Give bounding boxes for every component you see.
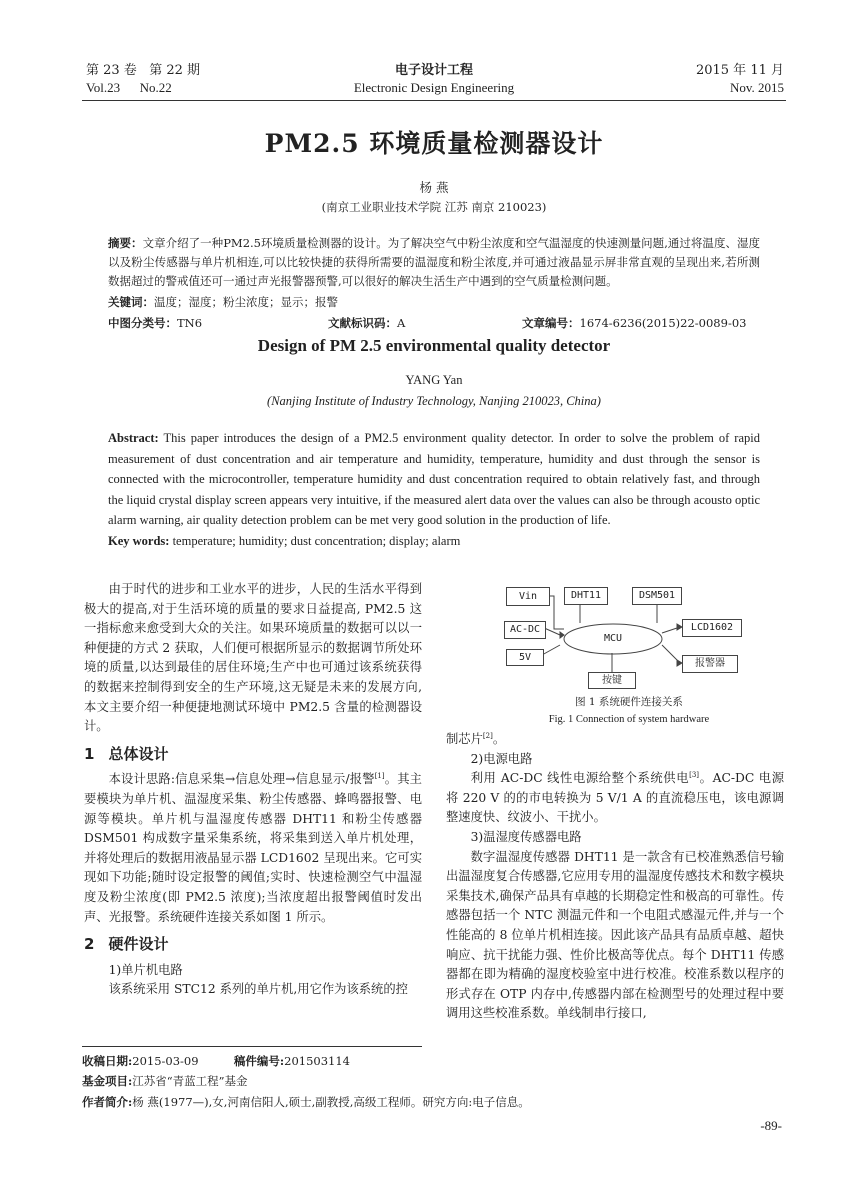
- figure-1-caption-en: Fig. 1 Connection of system hardware: [548, 714, 710, 725]
- ref-2: [2]: [482, 731, 493, 740]
- keywords-cn: [108, 293, 760, 312]
- author-en: YANG Yan: [405, 373, 463, 387]
- section-2-number: 2: [84, 935, 95, 954]
- date-en: Nov. 2015: [729, 80, 784, 95]
- issue-cn: 第 22 期: [149, 63, 201, 78]
- date-cn: 2015 年 11 月: [695, 63, 784, 78]
- figure-1-diagram: [502, 583, 758, 693]
- manuscript-value: 201503114: [284, 1054, 350, 1068]
- right-column: [446, 730, 784, 1024]
- abstract-en: [108, 428, 760, 531]
- ref-1: [1]: [374, 772, 385, 781]
- fund-value: 江苏省“青蓝工程”基金: [132, 1074, 248, 1088]
- manuscript-label: 稿件编号:: [233, 1054, 285, 1068]
- mcu-label: MCU: [603, 633, 623, 644]
- title-en: Design of PM 2.5 environmental quality detector: [257, 336, 611, 355]
- journal-cn: 电子设计工程: [394, 63, 473, 78]
- subsection-2: 2)电源电路: [470, 751, 533, 766]
- header-right: [640, 62, 784, 96]
- abstract-cn-label: 摘要：: [108, 236, 143, 250]
- vin-box: Vin: [506, 587, 550, 606]
- footnote-bio: [82, 1093, 762, 1112]
- volume-cn: 第 23 卷: [86, 63, 137, 78]
- dht11-box: DHT11: [564, 587, 608, 605]
- author-cn: 杨 燕: [419, 180, 449, 195]
- section-2-heading: [84, 935, 422, 955]
- header-left: [86, 62, 266, 96]
- page-title: PM2.5 环境质量检测器设计: [264, 129, 604, 158]
- header-center: [300, 62, 568, 96]
- ref-3: [3]: [689, 771, 700, 780]
- s1-text-a: 本设计思路:信息采集→信息处理→信息显示/报警: [108, 772, 375, 787]
- article-no-label: 文章编号：: [522, 316, 580, 330]
- affiliation-cn: (南京工业职业技术学院 江苏 南京 210023): [321, 200, 547, 214]
- keywords-cn-label: 关键词：: [108, 295, 154, 309]
- journal-en: Electronic Design Engineering: [353, 80, 515, 95]
- article-no-value: 1674-6236(2015)22-0089-03: [579, 316, 747, 330]
- page-number: -89-: [760, 1118, 782, 1133]
- keywords-en-text: temperature; humidity; dust concentration; display; alarm: [172, 534, 461, 548]
- lcd1602-box: LCD1602: [682, 619, 742, 637]
- clc-label: 中图分类号：: [108, 316, 177, 330]
- left-column: [84, 580, 422, 1000]
- subsection-1-paragraph: 该系统采用 STC12 系列的单片机,用它作为该系统的控: [108, 982, 408, 997]
- section-1-title: 总体设计: [108, 744, 169, 763]
- bio-value: 杨 燕(1977—),女,河南信阳人,硕士,副教授,高级工程师。研究方向:电子信息。: [132, 1095, 530, 1109]
- received-label: 收稿日期:: [82, 1054, 133, 1068]
- bio-label: 作者简介:: [82, 1095, 133, 1109]
- subsection-2-paragraph: [446, 769, 784, 828]
- footnote-fund: [82, 1072, 482, 1091]
- footnote-received: [82, 1052, 422, 1071]
- cont-text: 制芯片: [446, 732, 483, 746]
- key-box: 按键: [588, 672, 636, 689]
- fund-label: 基金项目:: [82, 1074, 133, 1088]
- 5v-box: 5V: [506, 649, 544, 666]
- abstract-cn-text: 文章介绍了一种PM2.5环境质量检测器的设计。为了解决空气中粉尘浓度和空气温湿度的快速测量问题,通过将温度、湿度以及粉尘传感器与单片机相连,可以比较快捷的获得所需要的温湿度和粉尘浓度,并可通过液晶显示屏非常直观的呈现出来,若所测数据超过的警戒值还可一通过声光报警器预警,可以很好的解决生活生产中遇到的空气质量检测问题。: [108, 236, 761, 288]
- continuation-line: [446, 730, 784, 750]
- affiliation-en: (Nanjing Institute of Industry Technology, Nanjing 210023, China): [267, 394, 601, 408]
- keywords-en-label: Key words:: [108, 534, 170, 548]
- intro-paragraph: 由于时代的进步和工业水平的进步，人民的生活水平得到极大的提高,对于生活环境的质量的要求日益提高, PM2.5 这一指标愈来愈受到大众的关注。如果环境质量的数据可以以一种便捷的方式 2 获取，人们便可根据所显示的数据调节所处环境的质量,以达到最佳的居住环境;生产中也可通过该系统获得的数据来控制得到安全的生产环境,这无疑是未来的发展方向,本文主要介绍一种便捷地测试环境中 PM2.5 含量的检测器设计。: [84, 582, 422, 734]
- keywords-cn-text: 温度；湿度；粉尘浓度；显示；报警: [154, 295, 338, 309]
- figure-1-caption-cn: 图 1 系统硬件连接关系: [575, 696, 683, 708]
- section-1-number: 1: [84, 744, 95, 763]
- keywords-en: [108, 531, 760, 552]
- acdc-box: AC-DC: [504, 621, 546, 639]
- s1-text-b: 。其主要模块为单片机、温湿度采集、粉尘传感器、蜂鸣器报警、电源等模块。单片机与温湿度传感器 DHT11 和粉尘传感器 DSM501 构成数字量采集系统，将采集到送入单片机处理，并将处理后的数据用液晶显示器 LCD1602 呈现出来。它可实现如下功能;随时设定报警的阈值;实时、快速检测空气中温湿度及粉尘浓度(即 PM2.5 浓度);当浓度超出报警阈值时发出声、光报警。系统硬件连接关系如图 1 所示。: [84, 772, 422, 924]
- subsection-1: 1)单片机电路: [108, 962, 183, 977]
- header-rule: [82, 100, 786, 101]
- dsm501-box: DSM501: [632, 587, 682, 605]
- section-1-heading: [84, 745, 422, 765]
- doc-code-value: A: [397, 316, 406, 330]
- classification-row: [108, 314, 760, 333]
- clc-value: TN6: [177, 316, 203, 330]
- footnote-rule: [82, 1046, 422, 1047]
- subsection-3-paragraph: 数字温湿度传感器 DHT11 是一款含有已校准熟悉信号输出温湿度复合传感器,它应用专用的温湿度传感技术和数字模块采集技术,确保产品具有卓越的长期稳定性和极高的可靠性。传感器包括一个 NTC 测温元件和一个电阻式感湿元件,并与一个性能高的 8 位单片机相连接。因此该产品具有品质卓越、超快响应、抗干扰能力强、性价比极高等优点。每个 DHT11 传感器都在即为精确的湿度校验室中进行校准。校准系数以程序的形式存在 OTP 内存中,传感器内部在检测型号的处理过程中要调用这些校准系数。单线制串行接口,: [446, 849, 784, 1021]
- received-value: 2015-03-09: [132, 1054, 199, 1068]
- subsection-3: 3)温湿度传感器电路: [470, 829, 582, 844]
- volume-en: Vol.23: [86, 80, 121, 95]
- abstract-en-text: This paper introduces the design of a PM2.5 environment quality detector. In order to solve the problem of rapid measurement of dust concentration and air temperature and humidity, temperature, humidity and dust through the sensor is connected with the microcontroller, temperature humidity and dust concentration required to obtain relatively fast, and through the liquid crystal display screen appears very intuitive, if the measured alert data over the values can also be through acousto optic alarm warning, air quality detection problem can be met very good solution in the production of life.: [108, 431, 760, 527]
- p2-text-b: 。AC-DC 电源将 220 V 的的市电转换为 5 V/1 A 的直流稳压电，该电源调整速度快、纹波小、干扰小。: [446, 771, 784, 825]
- section-2-title: 硬件设计: [108, 935, 169, 954]
- abstract-en-label: Abstract:: [108, 431, 159, 445]
- p2-text-a: 利用 AC-DC 线性电源给整个系统供电: [470, 771, 690, 786]
- cont-end: 。: [492, 732, 506, 746]
- abstract-cn: [108, 234, 760, 291]
- issue-en: No.22: [139, 80, 172, 95]
- doc-code-label: 文献标识码：: [328, 316, 397, 330]
- section-1-paragraph: [84, 770, 422, 927]
- alarm-box: 报警器: [682, 655, 738, 673]
